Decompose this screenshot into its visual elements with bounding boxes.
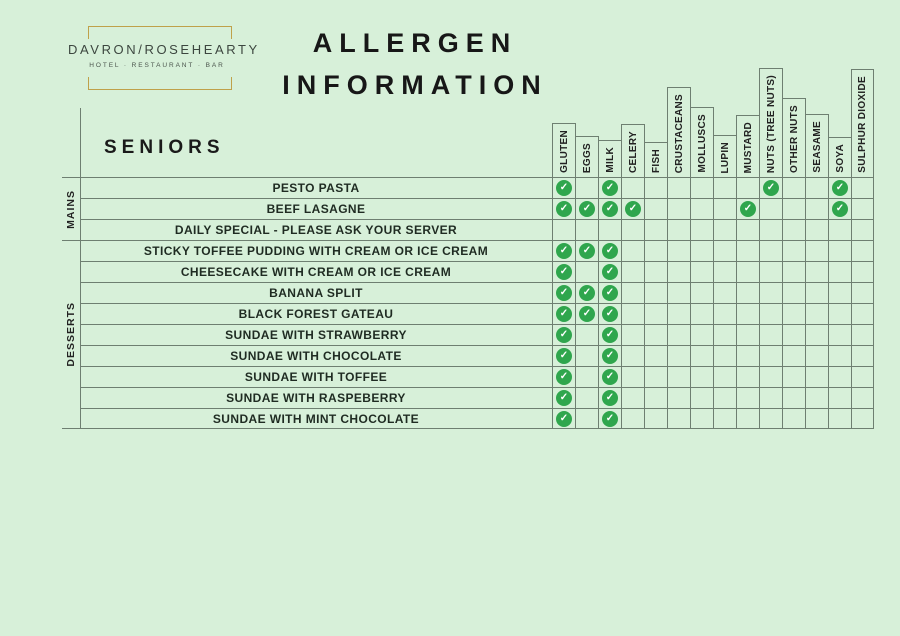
allergen-cell — [782, 345, 805, 366]
allergen-cell — [759, 198, 782, 219]
allergen-cell — [851, 219, 874, 240]
allergen-cell — [713, 219, 736, 240]
allergen-cell — [644, 177, 667, 198]
allergen-cell — [621, 387, 644, 408]
allergen-cell — [575, 240, 598, 261]
column-header-label: EGGS — [581, 142, 593, 173]
allergen-cell — [736, 303, 759, 324]
menu-item-daily-special-please-ask-your-server: DAILY SPECIAL - PLEASE ASK YOUR SERVER — [80, 219, 552, 240]
allergen-cell — [759, 261, 782, 282]
allergen-cell — [644, 366, 667, 387]
column-header-eggs — [575, 136, 599, 177]
allergen-cell — [598, 366, 621, 387]
allergen-cell — [644, 303, 667, 324]
allergen-cell — [552, 177, 575, 198]
allergen-cell — [621, 198, 644, 219]
allergen-cell — [644, 240, 667, 261]
check-icon: ✓ — [556, 348, 572, 364]
column-header-label: CRUSTACEANS — [673, 93, 685, 173]
allergen-cell — [690, 324, 713, 345]
allergen-cell — [805, 240, 828, 261]
check-icon: ✓ — [832, 180, 848, 196]
allergen-cell — [598, 387, 621, 408]
allergen-cell — [552, 408, 575, 429]
allergen-cell — [713, 408, 736, 429]
allergen-cell — [690, 303, 713, 324]
column-header-label: GLUTEN — [558, 130, 570, 173]
allergen-cell — [736, 345, 759, 366]
allergen-cell — [644, 219, 667, 240]
allergen-cell — [759, 303, 782, 324]
menu-item-beef-lasagne: BEEF LASAGNE — [80, 198, 552, 219]
allergen-cell — [598, 219, 621, 240]
allergen-cell — [736, 387, 759, 408]
allergen-cell — [713, 177, 736, 198]
check-icon: ✓ — [602, 411, 618, 427]
allergen-cell — [851, 366, 874, 387]
menu-item-black-forest-gateau: BLACK FOREST GATEAU — [80, 303, 552, 324]
check-icon: ✓ — [740, 201, 756, 217]
allergen-cell — [805, 408, 828, 429]
check-icon: ✓ — [579, 201, 595, 217]
check-icon: ✓ — [556, 243, 572, 259]
allergen-cell — [782, 366, 805, 387]
allergen-cell — [667, 345, 690, 366]
allergen-cell — [828, 408, 851, 429]
allergen-cell — [851, 387, 874, 408]
column-header-label: MILK — [604, 147, 616, 173]
column-header-label: MUSTARD — [742, 121, 754, 173]
allergen-cell — [851, 240, 874, 261]
column-header-milk — [598, 140, 622, 177]
allergen-cell — [759, 387, 782, 408]
column-header-mustard — [736, 115, 760, 177]
allergen-cell — [782, 282, 805, 303]
allergen-cell — [828, 366, 851, 387]
page-title: ALLERGEN INFORMATION — [282, 28, 548, 100]
allergen-cell — [828, 387, 851, 408]
check-icon: ✓ — [602, 369, 618, 385]
allergen-cell — [828, 177, 851, 198]
allergen-cell — [575, 219, 598, 240]
allergen-cell — [782, 387, 805, 408]
allergen-cell — [851, 198, 874, 219]
column-header-soya — [828, 137, 852, 177]
allergen-cell — [552, 366, 575, 387]
allergen-cell — [575, 303, 598, 324]
logo-name: DAVRON/ROSEHEARTY — [68, 42, 260, 57]
allergen-cell — [713, 387, 736, 408]
allergen-cell — [667, 219, 690, 240]
allergen-cell — [667, 240, 690, 261]
group-label-text: DESSERTS — [65, 302, 77, 367]
check-icon: ✓ — [579, 306, 595, 322]
allergen-cell — [805, 198, 828, 219]
hotel-logo — [68, 26, 260, 90]
menu-item-banana-split: BANANA SPLIT — [80, 282, 552, 303]
allergen-cell — [805, 219, 828, 240]
logo-subtitle: HOTEL · RESTAURANT · BAR — [89, 62, 225, 69]
allergen-cell — [690, 387, 713, 408]
menu-item-pesto-pasta: PESTO PASTA — [80, 177, 552, 198]
check-icon: ✓ — [602, 201, 618, 217]
allergen-cell — [552, 198, 575, 219]
group-label-mains — [62, 177, 80, 240]
menu-item-sundae-with-strawberry: SUNDAE WITH STRAWBERRY — [80, 324, 552, 345]
allergen-cell — [667, 324, 690, 345]
check-icon: ✓ — [602, 327, 618, 343]
allergen-cell — [851, 324, 874, 345]
allergen-cell — [736, 240, 759, 261]
allergen-cell — [782, 261, 805, 282]
group-label-text: MAINS — [65, 189, 77, 229]
allergen-cell — [598, 240, 621, 261]
allergen-cell — [828, 345, 851, 366]
allergen-cell — [598, 282, 621, 303]
allergen-cell — [805, 366, 828, 387]
allergen-cell — [598, 261, 621, 282]
allergen-cell — [690, 408, 713, 429]
check-icon: ✓ — [556, 180, 572, 196]
check-icon: ✓ — [556, 327, 572, 343]
allergen-cell — [828, 198, 851, 219]
allergen-cell — [667, 198, 690, 219]
allergen-cell — [644, 282, 667, 303]
logo-frame-bottom — [88, 77, 232, 90]
allergen-cell — [667, 177, 690, 198]
column-header-label: NUTS (TREE NUTS) — [765, 74, 777, 173]
allergen-cell — [667, 261, 690, 282]
allergen-cell — [713, 282, 736, 303]
allergen-cell — [644, 324, 667, 345]
allergen-cell — [828, 219, 851, 240]
allergen-cell — [851, 282, 874, 303]
allergen-cell — [759, 324, 782, 345]
allergen-cell — [805, 324, 828, 345]
check-icon: ✓ — [625, 201, 641, 217]
allergen-cell — [736, 177, 759, 198]
column-header-label: FISH — [650, 149, 662, 173]
column-header-label: SOYA — [834, 144, 846, 173]
allergen-cell — [598, 345, 621, 366]
menu-item-sundae-with-toffee: SUNDAE WITH TOFFEE — [80, 366, 552, 387]
column-header-celery — [621, 124, 645, 177]
column-header-label: LUPIN — [719, 141, 731, 173]
allergen-cell — [621, 261, 644, 282]
allergen-cell — [598, 408, 621, 429]
allergen-cell — [552, 324, 575, 345]
allergen-cell — [575, 345, 598, 366]
allergen-cell — [713, 261, 736, 282]
allergen-cell — [805, 282, 828, 303]
allergen-cell — [621, 408, 644, 429]
menu-item-sundae-with-chocolate: SUNDAE WITH CHOCOLATE — [80, 345, 552, 366]
allergen-cell — [621, 282, 644, 303]
allergen-cell — [759, 408, 782, 429]
allergen-cell — [667, 387, 690, 408]
allergen-cell — [736, 198, 759, 219]
allergen-cell — [575, 282, 598, 303]
allergen-cell — [782, 324, 805, 345]
column-header-sulphur-dioxide — [851, 69, 874, 177]
allergen-cell — [759, 345, 782, 366]
allergen-cell — [667, 282, 690, 303]
allergen-cell — [713, 240, 736, 261]
allergen-cell — [690, 345, 713, 366]
allergen-cell — [598, 198, 621, 219]
allergen-cell — [644, 408, 667, 429]
allergen-cell — [575, 366, 598, 387]
column-header-crustaceans — [667, 87, 691, 177]
allergen-cell — [552, 219, 575, 240]
column-header-label: OTHER NUTS — [788, 105, 800, 173]
check-icon: ✓ — [556, 264, 572, 280]
allergen-cell — [621, 219, 644, 240]
column-header-label: SEASAME — [811, 121, 823, 173]
allergen-cell — [644, 261, 667, 282]
section-header: SENIORS — [104, 137, 225, 158]
allergen-cell — [644, 198, 667, 219]
check-icon: ✓ — [556, 369, 572, 385]
allergen-cell — [828, 282, 851, 303]
allergen-cell — [644, 345, 667, 366]
allergen-cell — [828, 240, 851, 261]
allergen-cell — [805, 303, 828, 324]
allergen-cell — [713, 366, 736, 387]
column-header-label: SULPHUR DIOXIDE — [857, 76, 868, 173]
allergen-cell — [805, 387, 828, 408]
column-header-label: MOLLUSCS — [696, 114, 708, 173]
allergen-cell — [736, 219, 759, 240]
check-icon: ✓ — [579, 285, 595, 301]
allergen-cell — [667, 303, 690, 324]
column-header-molluscs — [690, 107, 714, 177]
column-header-lupin — [713, 135, 737, 178]
allergen-cell — [736, 408, 759, 429]
allergen-cell — [828, 303, 851, 324]
menu-item-cheesecake-with-cream-or-ice-cream: CHEESECAKE WITH CREAM OR ICE CREAM — [80, 261, 552, 282]
allergen-cell — [805, 261, 828, 282]
allergen-cell — [621, 240, 644, 261]
allergen-cell — [667, 408, 690, 429]
allergen-cell — [736, 324, 759, 345]
allergen-cell — [782, 198, 805, 219]
allergen-cell — [759, 177, 782, 198]
allergen-cell — [690, 198, 713, 219]
allergen-cell — [621, 177, 644, 198]
allergen-cell — [782, 219, 805, 240]
check-icon: ✓ — [602, 264, 618, 280]
column-header-seasame — [805, 114, 829, 177]
check-icon: ✓ — [602, 243, 618, 259]
allergen-cell — [690, 366, 713, 387]
allergen-cell — [552, 261, 575, 282]
allergen-cell — [713, 324, 736, 345]
allergen-cell — [805, 345, 828, 366]
allergen-cell — [575, 198, 598, 219]
allergen-cell — [690, 219, 713, 240]
check-icon: ✓ — [602, 348, 618, 364]
allergen-cell — [621, 303, 644, 324]
allergen-cell — [713, 198, 736, 219]
allergen-cell — [598, 177, 621, 198]
allergen-cell — [690, 261, 713, 282]
allergen-cell — [713, 345, 736, 366]
allergen-cell — [690, 240, 713, 261]
allergen-cell — [851, 303, 874, 324]
allergen-cell — [575, 408, 598, 429]
allergen-cell — [552, 240, 575, 261]
column-header-label: CELERY — [627, 131, 639, 173]
column-headers — [552, 0, 874, 177]
allergen-cell — [759, 219, 782, 240]
allergen-cell — [644, 387, 667, 408]
allergen-cell — [690, 177, 713, 198]
allergen-cell — [759, 366, 782, 387]
allergen-cell — [621, 345, 644, 366]
allergen-cell — [828, 324, 851, 345]
check-icon: ✓ — [556, 201, 572, 217]
check-icon: ✓ — [602, 180, 618, 196]
allergen-cell — [828, 261, 851, 282]
allergen-cell — [736, 366, 759, 387]
group-label-desserts — [62, 240, 80, 429]
allergen-cell — [598, 324, 621, 345]
allergen-cell — [621, 366, 644, 387]
check-icon: ✓ — [602, 285, 618, 301]
allergen-cell — [552, 303, 575, 324]
column-header-gluten — [552, 123, 576, 177]
allergen-cell — [782, 177, 805, 198]
allergen-cell — [552, 387, 575, 408]
allergen-cell — [759, 282, 782, 303]
allergen-cell — [805, 177, 828, 198]
logo-frame-top — [88, 26, 232, 39]
allergen-cell — [713, 303, 736, 324]
menu-item-sticky-toffee-pudding-with-cream-or-ice-cream: STICKY TOFFEE PUDDING WITH CREAM OR ICE CREAM — [80, 240, 552, 261]
allergen-cell — [736, 282, 759, 303]
allergen-cell — [782, 240, 805, 261]
menu-item-sundae-with-raspeberry: SUNDAE WITH RASPEBERRY — [80, 387, 552, 408]
column-header-nuts-tree-nuts — [759, 68, 783, 177]
allergen-cell — [736, 261, 759, 282]
allergen-cell — [575, 324, 598, 345]
allergen-cell — [782, 303, 805, 324]
check-icon: ✓ — [556, 306, 572, 322]
allergen-cell — [782, 408, 805, 429]
allergen-cell — [598, 303, 621, 324]
check-icon: ✓ — [602, 306, 618, 322]
allergen-cell — [575, 177, 598, 198]
allergen-cell — [575, 387, 598, 408]
allergen-cell — [667, 366, 690, 387]
allergen-cell — [621, 324, 644, 345]
allergen-cell — [851, 408, 874, 429]
allergen-grid — [62, 177, 874, 429]
column-header-fish — [644, 142, 668, 177]
allergen-cell — [851, 261, 874, 282]
allergen-cell — [851, 177, 874, 198]
check-icon: ✓ — [556, 390, 572, 406]
check-icon: ✓ — [832, 201, 848, 217]
column-header-other-nuts — [782, 98, 806, 177]
allergen-cell — [575, 261, 598, 282]
check-icon: ✓ — [602, 390, 618, 406]
allergen-cell — [851, 345, 874, 366]
allergen-cell — [552, 345, 575, 366]
check-icon: ✓ — [579, 243, 595, 259]
check-icon: ✓ — [556, 411, 572, 427]
check-icon: ✓ — [763, 180, 779, 196]
menu-item-sundae-with-mint-chocolate: SUNDAE WITH MINT CHOCOLATE — [80, 408, 552, 429]
allergen-cell — [552, 282, 575, 303]
allergen-cell — [690, 282, 713, 303]
check-icon: ✓ — [556, 285, 572, 301]
allergen-cell — [759, 240, 782, 261]
